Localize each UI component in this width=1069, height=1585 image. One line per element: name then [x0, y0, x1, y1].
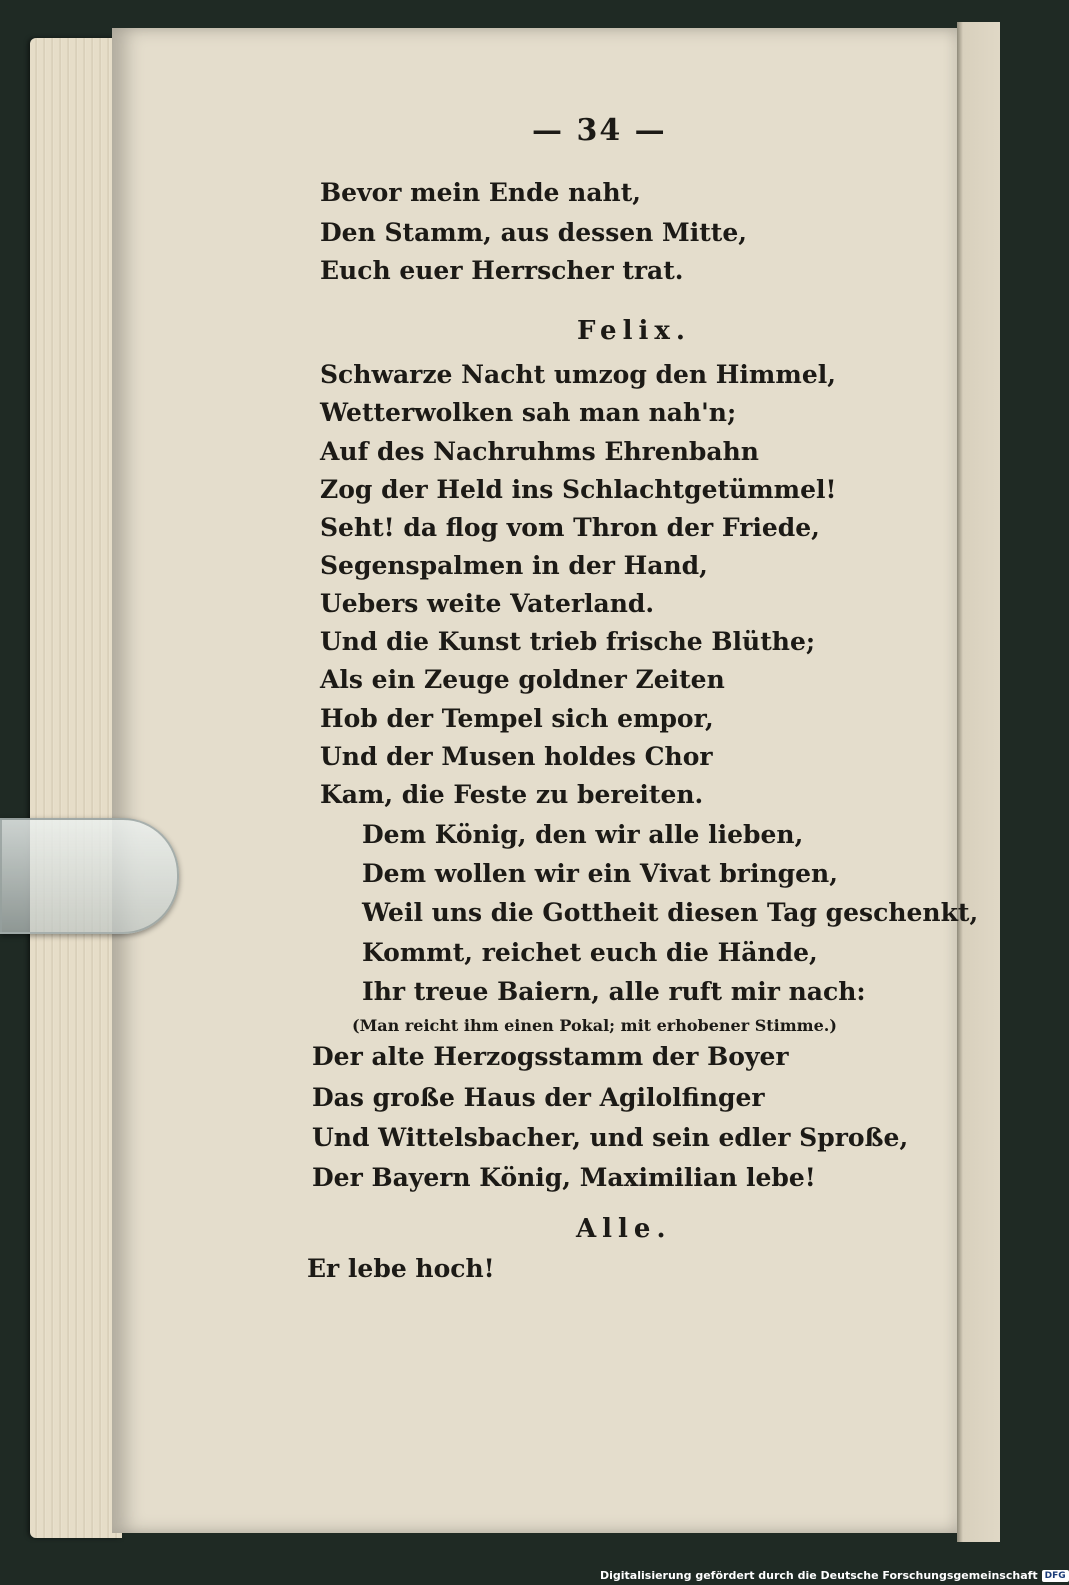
- bookmark-clip: [0, 818, 179, 934]
- page-stack-edges: [30, 38, 122, 1538]
- facing-page-edge: [957, 22, 1000, 1542]
- page-number: — 34 —: [532, 113, 667, 148]
- verse-line: Den Stamm, aus dessen Mitte,: [320, 218, 747, 247]
- verse-line: Und der Musen holdes Chor: [320, 742, 713, 771]
- verse-line: Dem wollen wir ein Vivat bringen,: [362, 859, 838, 888]
- verse-line: Zog der Held ins Schlachtgetümmel!: [320, 475, 837, 504]
- verse-line: Seht! da flog vom Thron der Friede,: [320, 513, 820, 542]
- verse-line: Wetterwolken sah man nah'n;: [320, 398, 737, 427]
- credit-text: Digitalisierung gefördert durch die Deutsche Forschungsgemeinschaft: [600, 1569, 1038, 1582]
- verse-line: Kam, die Feste zu bereiten.: [320, 780, 704, 809]
- verse-line: Bevor mein Ende naht,: [320, 178, 641, 207]
- verse-line: Auf des Nachruhms Ehrenbahn: [320, 437, 759, 466]
- verse-line: Weil uns die Gottheit diesen Tag geschenkt,: [362, 898, 979, 927]
- verse-line: Und die Kunst trieb frische Blüthe;: [320, 627, 816, 656]
- verse-line: Der alte Herzogsstamm der Boyer: [312, 1042, 789, 1071]
- speaker-name: Alle.: [576, 1214, 672, 1244]
- verse-line: Als ein Zeuge goldner Zeiten: [320, 665, 725, 694]
- verse-line: Ihr treue Baiern, alle ruft mir nach:: [362, 977, 866, 1006]
- verse-line: Der Bayern König, Maximilian lebe!: [312, 1163, 816, 1192]
- speaker-name: Felix.: [577, 316, 691, 346]
- verse-line: Segenspalmen in der Hand,: [320, 551, 708, 580]
- verse-line: Er lebe hoch!: [307, 1254, 495, 1283]
- verse-line: Und Wittelsbacher, und sein edler Sproße,: [312, 1123, 909, 1152]
- digitization-credit: [600, 1566, 1066, 1585]
- dfg-logo: DFG: [1042, 1570, 1069, 1582]
- stage-direction: (Man reicht ihm einen Pokal; mit erhobener Stimme.): [352, 1016, 837, 1035]
- verse-line: Kommt, reichet euch die Hände,: [362, 938, 818, 967]
- verse-line: Schwarze Nacht umzog den Himmel,: [320, 360, 836, 389]
- verse-line: Euch euer Herrscher trat.: [320, 256, 684, 285]
- verse-line: Hob der Tempel sich empor,: [320, 704, 714, 733]
- verse-line: Uebers weite Vaterland.: [320, 589, 655, 618]
- verse-line: Dem König, den wir alle lieben,: [362, 820, 804, 849]
- verse-line: Das große Haus der Agilolfinger: [312, 1083, 765, 1112]
